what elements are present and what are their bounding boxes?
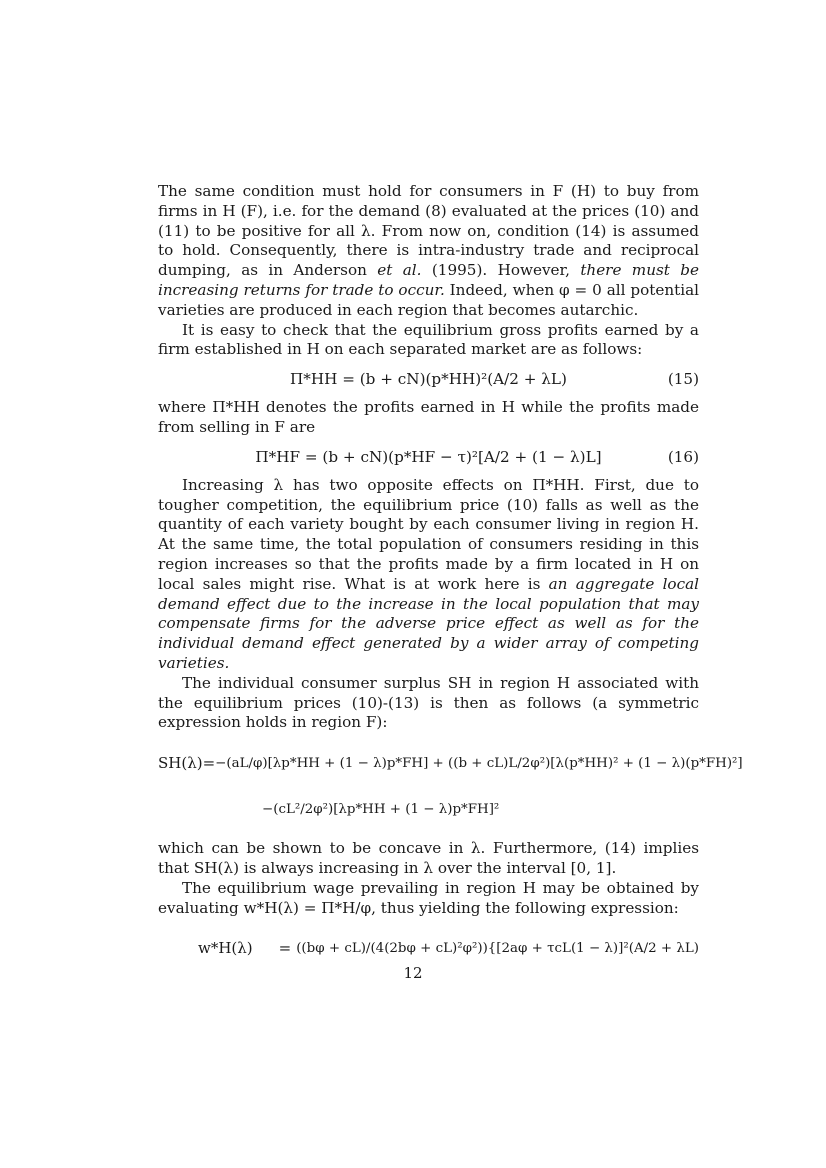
equation-16-number: (16) — [667, 447, 699, 466]
equation-16-expression: Π*HF = (b + cN)(p*HF − τ)²[A/2 + (1 − λ)L] — [255, 447, 602, 466]
surplus-equation-line-2 — [158, 787, 699, 833]
surplus-equation — [158, 741, 743, 833]
page-body — [158, 182, 743, 978]
page-number: 12 — [403, 964, 423, 982]
surplus-rhs-line-2: −(cL²/2φ²)[λp*HH + (1 − λ)p*FH]² — [262, 802, 500, 818]
wage-rhs: ((bφ + cL)/(4(2bφ + cL)²φ²)){[2aφ + τcL(1 − λ)]²(A/2 + λL) — [296, 941, 699, 957]
paragraph-3: where Π*HH denotes the profits earned in H while the profits made from selling in F are — [158, 398, 699, 436]
equation-15 — [158, 364, 699, 394]
paragraph-1-mid: (1995). However, — [421, 261, 581, 280]
paragraph-2: It is easy to check that the equilibrium gross profits earned by a firm established in H on each separated market are as follows: — [158, 320, 699, 359]
paragraph-6: which can be shown to be concave in λ. Furthermore, (14) implies that SH(λ) is always increasing in λ over the interval [0, 1]. — [158, 839, 699, 877]
paragraph-1-end: Indeed, when φ = 0 all potential varieties are produced in each region that becomes autarchic. — [158, 280, 699, 319]
surplus-equation-line-1 — [158, 741, 743, 787]
equation-15-expression: Π*HH = (b + cN)(p*HH)²(A/2 + λL) — [290, 370, 567, 389]
paragraph-7: The equilibrium wage prevailing in region H may be obtained by evaluating w*H(λ) = Π*H/φ, thus yielding the following expression: — [158, 878, 699, 917]
wage-equals: = — [278, 939, 292, 958]
surplus-lhs: SH(λ) — [158, 754, 203, 773]
paragraph-1-text: The same condition must hold for consumers in F (H) to buy from firms in H (F), i.e. for the demand (8) evaluated at the prices (10) and (11) to be positive for all λ. From now on, condition (14) is assumed to hold. Consequently, there is intra-industry trade and reciprocal dumping, as in Anderson — [158, 182, 699, 280]
paragraph-4 — [158, 476, 699, 674]
equation-15-number: (15) — [667, 370, 699, 389]
surplus-rhs-line-1: −(aL/φ)[λp*HH + (1 − λ)p*FH] + ((b + cL)L/2φ²)[λ(p*HH)² + (1 − λ)(p*FH)²] — [215, 756, 743, 772]
paragraph-4-text: Increasing λ has two opposite effects on Π*HH. First, due to tougher competition, the equilibrium price (10) falls as well as the quantity of each variety bought by each consumer living in region H. At the same time, the total population of consumers residing in this region increases so that the profits made by a firm located in H on local sales might rise. What is at work here is — [158, 475, 699, 593]
wage-lhs: w*H(λ) — [198, 939, 253, 958]
paragraph-1 — [158, 182, 699, 321]
paragraph-1-emphasis: there must be increasing returns for trade to occur. — [158, 261, 699, 299]
equation-16 — [158, 442, 699, 472]
paragraph-5: The individual consumer surplus SH in region H associated with the equilibrium prices (10)-(13) is then as follows (a symmetric expression holds in region F): — [158, 673, 699, 732]
paragraph-4-emphasis: an aggregate local demand effect due to the increase in the local population that may compensate firms for the adverse price effect as well as for the individual demand effect generated by a wider array of competing varieties. — [158, 574, 699, 672]
surplus-equals: = — [202, 754, 216, 773]
et-al: et al. — [377, 261, 422, 280]
